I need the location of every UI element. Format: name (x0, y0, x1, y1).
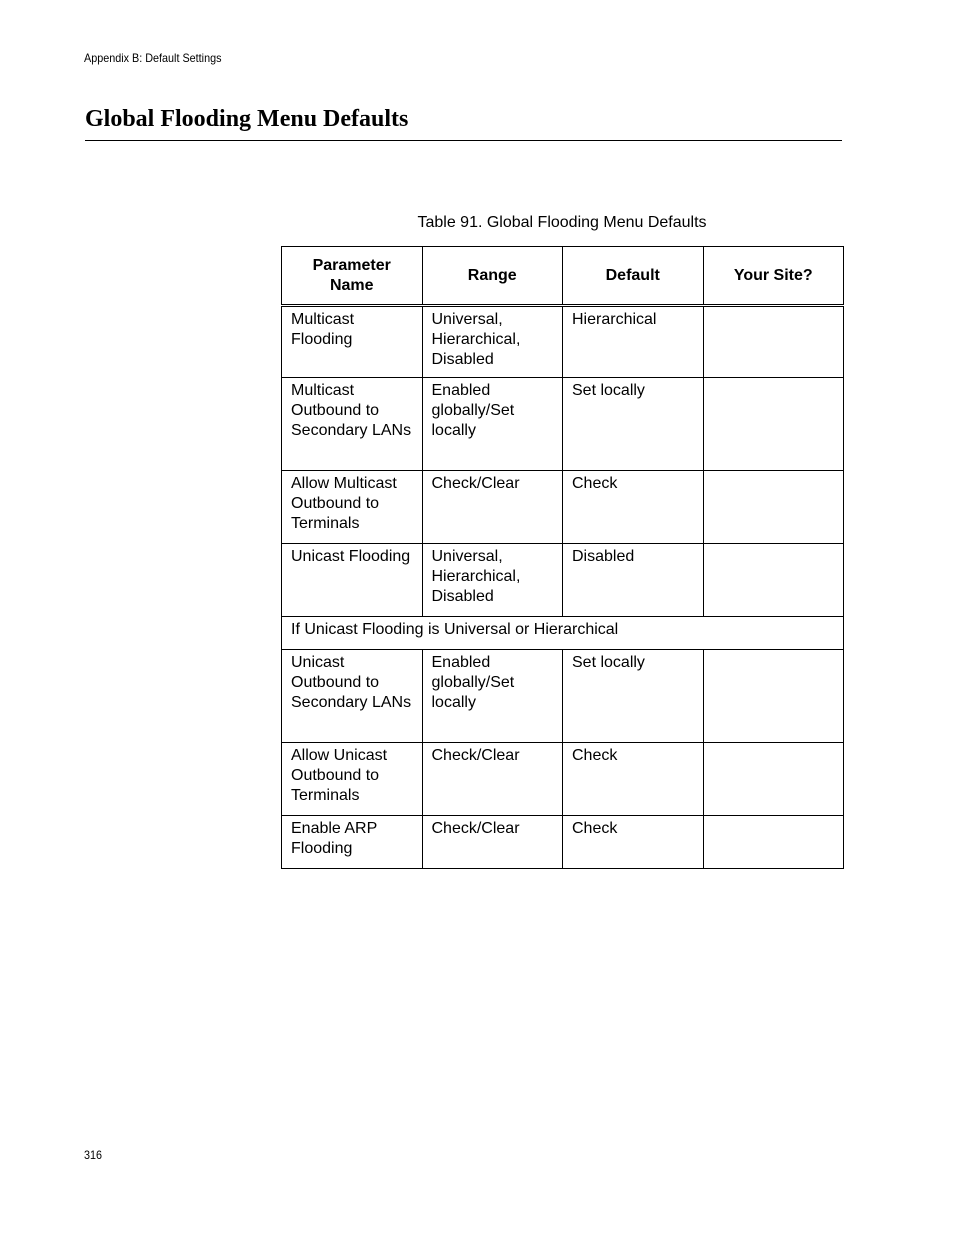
cell-your-site (703, 544, 844, 617)
table-row (282, 306, 844, 378)
cell-your-site (703, 378, 844, 471)
cell-range: Universal, Hierarchical, Disabled (422, 306, 563, 378)
cell-range: Universal, Hierarchical, Disabled (422, 544, 563, 617)
cell-range: Check/Clear (422, 816, 563, 869)
cell-your-site (703, 816, 844, 869)
cell-default: Check (563, 816, 704, 869)
cell-span: If Unicast Flooding is Universal or Hierarchical (282, 617, 844, 650)
table-row (282, 650, 844, 743)
table-row (282, 471, 844, 544)
cell-range: Enabled globally/Set locally (422, 378, 563, 471)
cell-your-site (703, 743, 844, 816)
cell-default: Check (563, 471, 704, 544)
table-row (282, 743, 844, 816)
page-title: Global Flooding Menu Defaults (85, 106, 409, 132)
cell-your-site (703, 306, 844, 378)
cell-parameter: Allow Unicast Outbound to Terminals (282, 743, 423, 816)
cell-your-site (703, 650, 844, 743)
defaults-table (281, 246, 844, 869)
cell-parameter: Multicast Flooding (282, 306, 423, 378)
table-span-row (282, 617, 844, 650)
header-your-site: Your Site? (703, 247, 844, 306)
cell-default: Set locally (563, 650, 704, 743)
cell-parameter: Allow Multicast Outbound to Terminals (282, 471, 423, 544)
table-row (282, 544, 844, 617)
cell-default: Check (563, 743, 704, 816)
table-caption: Table 91. Global Flooding Menu Defaults (417, 214, 707, 231)
cell-parameter: Unicast Outbound to Secondary LANs (282, 650, 423, 743)
header-parameter-name: Parameter Name (282, 247, 423, 306)
table-row (282, 378, 844, 471)
cell-your-site (703, 471, 844, 544)
cell-default: Hierarchical (563, 306, 704, 378)
table-header-row (282, 247, 844, 306)
cell-range: Check/Clear (422, 471, 563, 544)
header-default: Default (563, 247, 704, 306)
cell-range: Enabled globally/Set locally (422, 650, 563, 743)
running-head: Appendix B: Default Settings (84, 51, 222, 65)
cell-default: Disabled (563, 544, 704, 617)
title-rule (85, 140, 842, 141)
header-range: Range (422, 247, 563, 306)
cell-parameter: Multicast Outbound to Secondary LANs (282, 378, 423, 471)
cell-range: Check/Clear (422, 743, 563, 816)
table-row (282, 816, 844, 869)
cell-parameter: Unicast Flooding (282, 544, 423, 617)
cell-default: Set locally (563, 378, 704, 471)
page-number: 316 (84, 1148, 103, 1162)
cell-parameter: Enable ARP Flooding (282, 816, 423, 869)
